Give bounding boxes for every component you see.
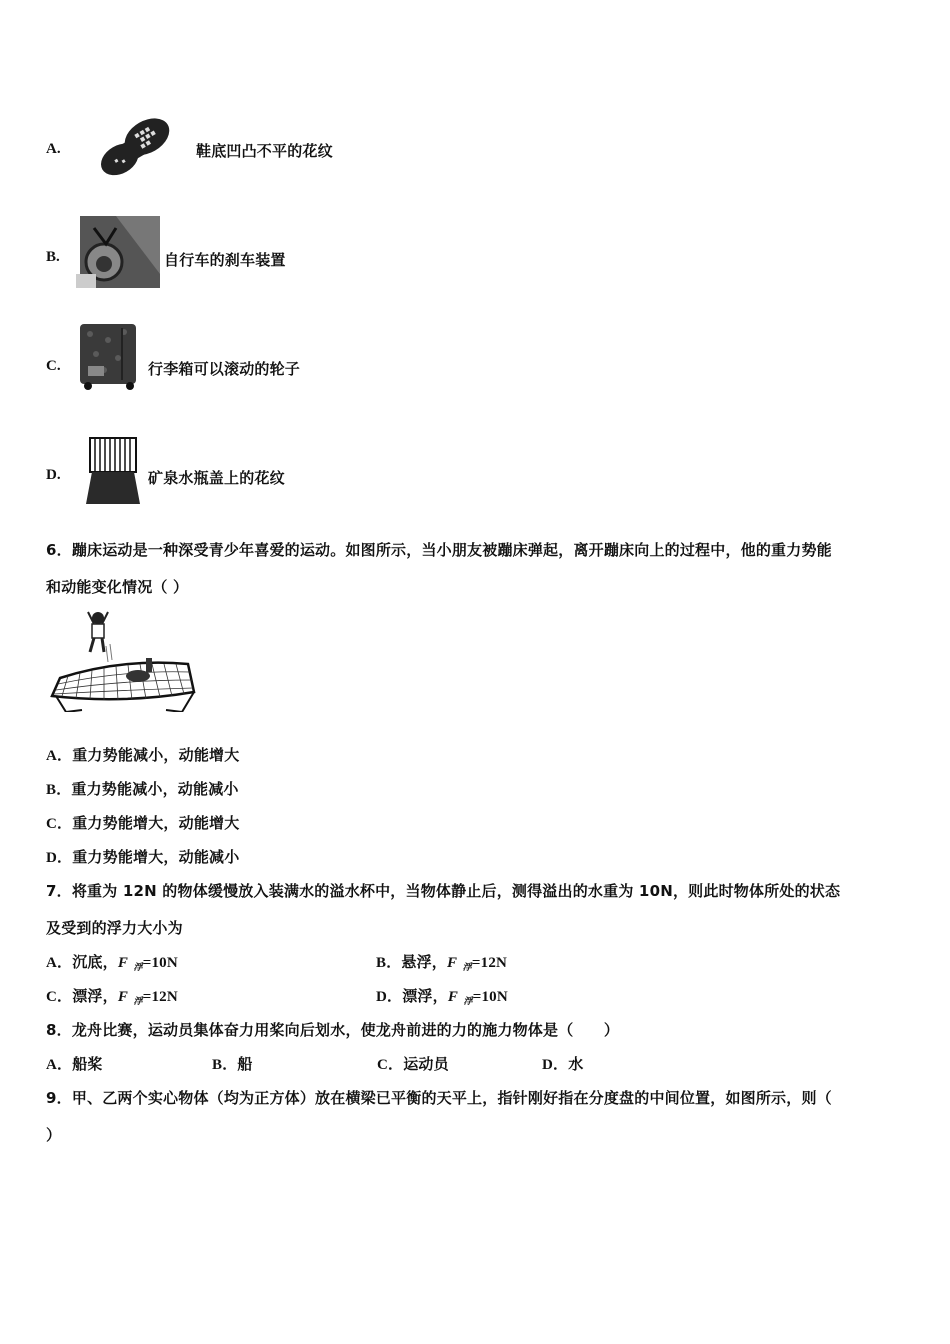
bottle-cap-image: [86, 436, 142, 506]
option-label: A．: [46, 1057, 73, 1073]
suitcase-wheels-image: [78, 320, 138, 390]
question-text: 8．龙舟比赛，运动员集体奋力用桨向后划水，使龙舟前进的力的施力物体是（ ）: [46, 1021, 620, 1039]
option-text: 船桨: [72, 1055, 103, 1073]
option-text: 运动员: [403, 1055, 449, 1073]
force-subscript: 浮: [462, 963, 472, 973]
option-text: 矿泉水瓶盖上的花纹: [148, 469, 285, 487]
option-label: D.: [46, 467, 61, 483]
option-text: 鞋底凹凸不平的花纹: [196, 142, 333, 160]
force-symbol: F: [117, 955, 129, 971]
force-symbol: F: [447, 989, 459, 1005]
force-subscript: 浮: [133, 963, 143, 973]
question-text-cont: 及受到的浮力大小为: [46, 919, 183, 937]
option-label: B.: [46, 249, 60, 265]
force-symbol: F: [117, 989, 129, 1005]
option-text: 行李箱可以滚动的轮子: [148, 360, 301, 378]
trampoline-image: [48, 608, 198, 712]
option-label: C．: [46, 816, 73, 832]
q6-option-d: [46, 846, 239, 867]
option-label: B．: [212, 1057, 238, 1073]
option-state: 漂浮，: [402, 987, 448, 1005]
force-subscript: 浮: [463, 997, 473, 1007]
bicycle-brake-image: [76, 214, 160, 288]
option-value: =10N: [472, 989, 508, 1005]
q7-option-b: [376, 951, 507, 973]
option-label: D．: [46, 850, 73, 866]
force-subscript: 浮: [133, 997, 143, 1007]
option-label: A．: [46, 955, 73, 971]
option-label: C．: [377, 1057, 404, 1073]
question-text: 6．蹦床运动是一种深受青少年喜爱的运动。如图所示，当小朋友被蹦床弹起，离开蹦床向上的过程中，他的重力势能: [46, 541, 832, 559]
option-label: B．: [46, 782, 72, 798]
option-label: A.: [46, 141, 61, 157]
option-text: 重力势能增大，动能减小: [72, 848, 240, 866]
force-symbol: F: [447, 955, 458, 971]
question-text-cont: ）: [46, 1126, 62, 1144]
shoe-sole-image: [90, 110, 180, 182]
option-text: 重力势能增大，动能增大: [72, 814, 240, 832]
q6-option-b: [46, 778, 239, 799]
option-text: 船: [237, 1055, 253, 1073]
option-label: D．: [376, 989, 403, 1005]
option-value: =10N: [142, 955, 178, 971]
q7-option-c: [46, 985, 178, 1007]
q8-option-a: [46, 1053, 103, 1074]
option-label: A．: [46, 748, 73, 764]
question-text: 9．甲、乙两个实心物体（均为正方体）放在横梁已平衡的天平上，指针刚好指在分度盘的中间位置，如图所示，则（: [46, 1089, 832, 1107]
q6-option-a: [46, 744, 239, 765]
option-text: 重力势能减小，动能减小: [71, 780, 239, 798]
option-text: 自行车的刹车装置: [164, 251, 286, 269]
option-text: 水: [568, 1055, 584, 1073]
option-state: 悬浮，: [401, 953, 448, 971]
option-label: C．: [46, 989, 73, 1005]
question-text: 7．将重为 12N 的物体缓慢放入装满水的溢水杯中，当物体静止后，测得溢出的水重为 10N，则此时物体所处的状态: [46, 882, 841, 900]
question-text-cont: 和动能变化情况（ ）: [46, 578, 189, 596]
option-text: 重力势能减小，动能增大: [72, 746, 240, 764]
option-state: 沉底，: [72, 953, 118, 971]
option-label: B．: [376, 955, 402, 971]
q8-option-b: [212, 1053, 253, 1074]
option-value: =12N: [142, 989, 178, 1005]
q6-option-c: [46, 812, 239, 833]
option-label: C.: [46, 358, 61, 374]
option-label: D．: [542, 1057, 569, 1073]
option-state: 漂浮，: [72, 987, 118, 1005]
q8-option-c: [377, 1053, 449, 1074]
option-value: =12N: [471, 955, 508, 971]
q7-option-d: [376, 985, 508, 1007]
q7-option-a: [46, 951, 178, 973]
q8-option-d: [542, 1053, 583, 1074]
